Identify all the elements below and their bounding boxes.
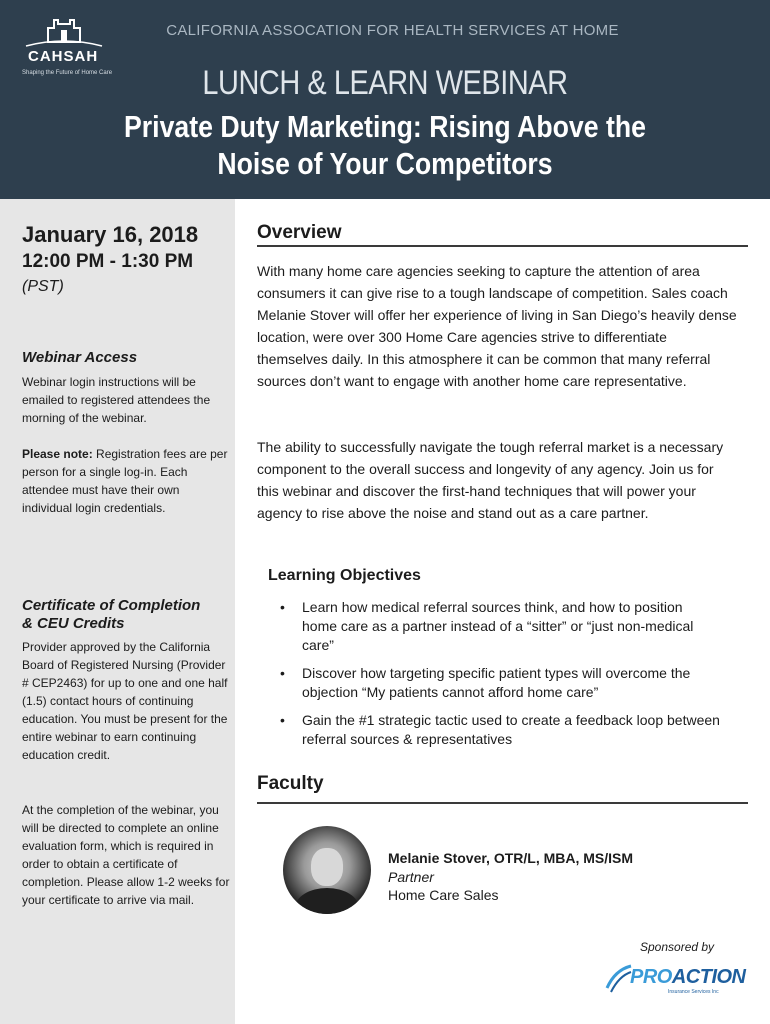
logo-wordmark: CAHSAH bbox=[28, 48, 99, 65]
overview-heading: Overview bbox=[257, 222, 342, 243]
sponsor-logo-part-2: ACTION bbox=[671, 966, 746, 988]
learning-objectives-heading: Learning Objectives bbox=[268, 567, 421, 584]
event-time: 12:00 PM - 1:30 PM bbox=[22, 251, 194, 272]
webinar-access-text: Webinar login instructions will be emailed to registered attendees the morning of the webinar. bbox=[22, 375, 211, 425]
certificate-heading-line-1: Certificate of Completion bbox=[22, 597, 201, 614]
note-label: Please note: bbox=[22, 447, 93, 461]
faculty-organization: Home Care Sales bbox=[388, 887, 499, 903]
overview-divider bbox=[257, 245, 748, 247]
logo-tagline: Shaping the Future of Home Care bbox=[22, 70, 113, 76]
sponsor-logo-subtitle: Insurance Services Inc bbox=[668, 989, 719, 995]
faculty-divider bbox=[257, 802, 748, 804]
registration-note bbox=[22, 445, 230, 517]
event-type: LUNCH & LEARN WEBINAR bbox=[202, 64, 568, 102]
event-timezone: (PST) bbox=[22, 278, 64, 295]
overview-paragraph-2: The ability to successfully navigate the tough referral market is a necessary component to the overall success and longevity of any agency. Join us for this webinar and discover the first-hand techniques that will power your agency to rise above the noise and stand out as a care partner. bbox=[257, 439, 724, 521]
faculty-photo-body bbox=[295, 888, 359, 914]
overview-paragraph-1: With many home care agencies seeking to capture the attention of area consumers it can give rise to a tough landscape of competition. Sales coach Melanie Stover will offer her experience of living in San Diego’s heavily dense location, were over 300 Home Care agencies strive to differentiate themselves daily. In this atmosphere it can be common that many referral sources don’t want to engage with another home care representative. bbox=[257, 263, 737, 389]
objective-item: • Gain the #1 strategic tactic used to create a feedback loop between referral sources & representatives bbox=[280, 711, 720, 749]
webinar-access-heading: Webinar Access bbox=[22, 349, 138, 366]
faculty-photo-face bbox=[311, 848, 343, 886]
faculty-role: Partner bbox=[388, 869, 434, 885]
completion-text: At the completion of the webinar, you will be directed to complete an online evaluation form, which is required in order to obtain a certificate of completion. Please allow 1-2 weeks for your certificate to arrive via mail. bbox=[22, 803, 230, 907]
faculty-photo bbox=[283, 826, 371, 914]
certificate-heading bbox=[22, 597, 200, 633]
note-text: Registration fees are per person for a single log-in. Each attendee must have their own individual login credentials. bbox=[22, 447, 228, 515]
title-line-1: Private Duty Marketing: Rising Above the bbox=[124, 109, 646, 144]
header-banner bbox=[0, 0, 770, 199]
event-date: January 16, 2018 bbox=[22, 222, 199, 247]
learning-objectives-list bbox=[280, 598, 720, 758]
certificate-text: Provider approved by the California Board of Registered Nursing (Provider # CEP2463) for up to one and one half (1.5) contact hours of continuing education. You must be present for the entire webinar to earn continuing education credit. bbox=[22, 640, 228, 762]
webinar-title bbox=[106, 108, 665, 182]
objective-item: • Discover how targeting specific patient types will overcome the objection “My patients cannot afford home care” bbox=[280, 664, 720, 702]
objective-item: • Learn how medical referral sources think, and how to position home care as a partner instead of a “sitter” or “just non-medical care” bbox=[280, 598, 720, 655]
sponsor-logo-text bbox=[630, 966, 746, 989]
title-line-2: Noise of Your Competitors bbox=[217, 146, 553, 181]
sponsor-logo-part-1: PRO bbox=[630, 966, 672, 988]
certificate-heading-line-2: & CEU Credits bbox=[22, 615, 125, 632]
faculty-name: Melanie Stover, OTR/L, MBA, MS/ISM bbox=[388, 850, 634, 866]
organization-name: CALIFORNIA ASSOCATION FOR HEALTH SERVICES AT HOME bbox=[166, 22, 619, 39]
faculty-heading: Faculty bbox=[257, 773, 324, 794]
sponsored-by-label: Sponsored by bbox=[640, 940, 715, 954]
